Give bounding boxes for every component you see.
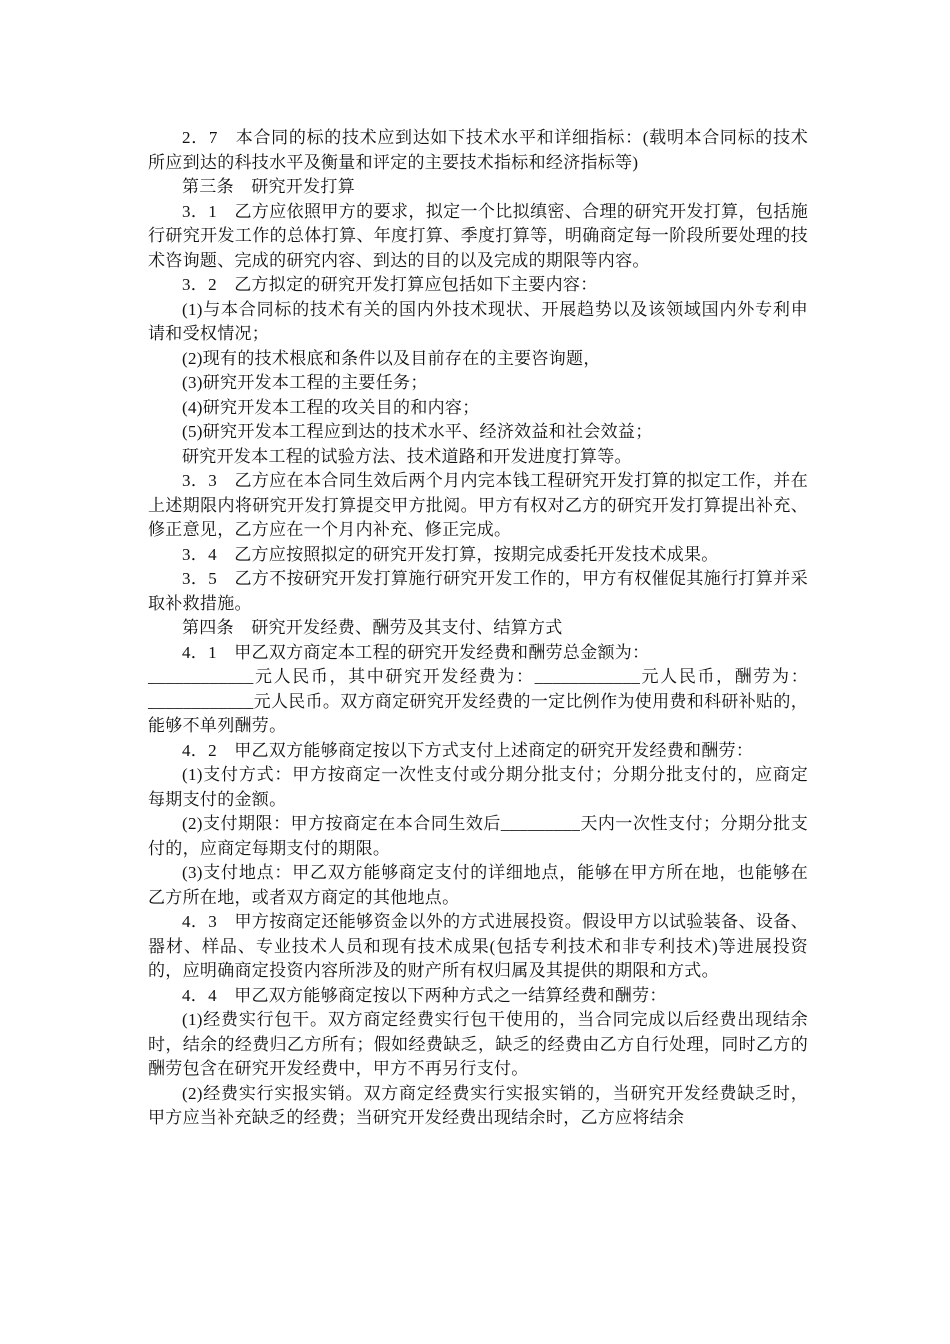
clause-2-7: 2．7 本合同的标的技术应到达如下技术水平和详细指标：(载明本合同标的技术所应到达的科技水平及衡量和评定的主要技术指标和经济指标等) [148, 128, 808, 172]
article-4-heading: 第四条 研究开发经费、酬劳及其支付、结算方式 [182, 618, 563, 637]
clause-3-3: 3．3 乙方应在本合同生效后两个月内完本钱工程研究开发打算的拟定工作，并在上述期限内将研究开发打算提交甲方批阅。甲方有权对乙方的研究开发打算提出补充、修正意见，乙方应在一个月内补充、修正完成。 [148, 471, 808, 539]
clause-4-4-item-2: (2)经费实行实报实销。双方商定经费实行实报实销的，当研究开发经费缺乏时，甲方应当补充缺乏的经费；当研究开发经费出现结余时，乙方应将结余 [148, 1083, 808, 1127]
document-body [148, 126, 808, 1131]
clause-4-1-amounts: ____________元人民币，其中研究开发经费为：____________元人民币，酬劳为：____________元人民币。双方商定研究开发经费的一定比例作为使用费和科研补贴的，能够不单列酬劳。 [148, 667, 808, 735]
clause-4-2-item-3: (3)支付地点：甲乙双方能够商定支付的详细地点，能够在甲方所在地，也能够在乙方所在地，或者双方商定的其他地点。 [148, 863, 808, 907]
clause-4-4-item-1: (1)经费实行包干。双方商定经费实行包干使用的，当合同完成以后经费出现结余时，结余的经费归乙方所有；假如经费缺乏，缺乏的经费由乙方自行处理，同时乙方的酬劳包含在研究开发经费中，甲方不再另行支付。 [148, 1010, 808, 1078]
clause-3-1: 3．1 乙方应依照甲方的要求，拟定一个比拟缜密、合理的研究开发打算，包括施行研究开发工作的总体打算、年度打算、季度打算等，明确商定每一阶段所要处理的技术咨询题、完成的研究内容、到达的目的以及完成的期限等内容。 [148, 201, 808, 270]
clause-3-2-item-1: (1)与本合同标的技术有关的国内外技术现状、开展趋势以及该领域国内外专利申请和受权情况； [148, 299, 808, 343]
clause-4-2-item-2: (2)支付期限：甲方按商定在本合同生效后_________天内一次性支付；分期分批支付的，应商定每期支付的期限。 [148, 814, 808, 858]
clause-3-5: 3．5 乙方不按研究开发打算施行研究开发工作的，甲方有权催促其施行打算并采取补救措施。 [148, 569, 808, 613]
clause-3-2-item-2: (2)现有的技术根底和条件以及目前存在的主要咨询题， [182, 348, 601, 368]
clause-3-2: 3．2 乙方拟定的研究开发打算应包括如下主要内容： [182, 275, 598, 294]
article-3-heading: 第三条 研究开发打算 [182, 177, 355, 196]
clause-4-4: 4．4 甲乙双方能够商定按以下两种方式之一结算经费和酬劳： [182, 985, 667, 1005]
clause-4-1: 4．1 甲乙双方商定本工程的研究开发经费和酬劳总金额为： [182, 642, 650, 662]
clause-4-3: 4．3 甲方按商定还能够资金以外的方式进展投资。假设甲方以试验装备、设备、器材、样品、专业技术人员和现有技术成果(包括专利技术和非专利技术)等进展投资的，应明确商定投资内容所涉及的财产所有权归属及其提供的期限和方式。 [148, 912, 808, 980]
clause-4-2-item-1: (1)支付方式：甲方按商定一次性支付或分期分批支付；分期分批支付的，应商定每期支付的金额。 [148, 765, 808, 809]
clause-3-4: 3．4 乙方应按照拟定的研究开发打算，按期完成委托开发技术成果。 [182, 544, 719, 564]
clause-4-2: 4．2 甲乙双方能够商定按以下方式支付上述商定的研究开发经费和酬劳： [182, 740, 754, 760]
clause-3-2-item-6: 研究开发本工程的试验方法、技术道路和开发进度打算等。 [182, 446, 632, 466]
clause-3-2-item-5: (5)研究开发本工程应到达的技术水平、经济效益和社会效益； [182, 422, 653, 441]
clause-3-2-item-4: (4)研究开发本工程的攻关目的和内容； [182, 397, 480, 417]
clause-3-2-item-3: (3)研究开发本工程的主要任务； [182, 373, 428, 392]
